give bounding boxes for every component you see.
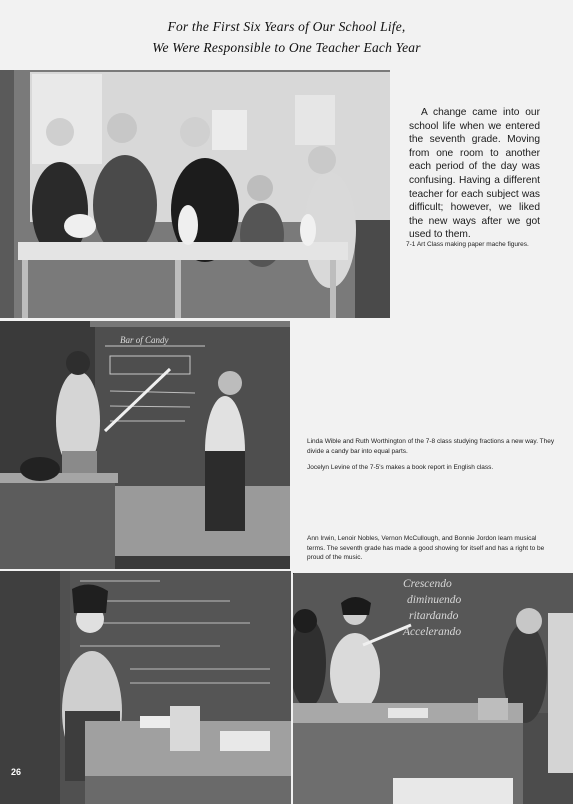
- page-number: 26: [11, 767, 22, 777]
- music-photo: [293, 573, 573, 804]
- art-class-photo: [0, 70, 390, 318]
- book-report-photo: [0, 571, 291, 804]
- fractions-board-heading: Bar of Candy: [120, 335, 169, 345]
- board-word: ritardando: [409, 610, 459, 622]
- music-board-words: [403, 576, 461, 640]
- page-title-line-1: For the First Six Years of Our School Life,: [167, 19, 406, 34]
- book-report-caption: Jocelyn Levine of the 7-5's makes a book report in English class.: [307, 464, 494, 471]
- music-caption: Ann Irwin, Lenoir Nobles, Vernon McCullough, and Bonnie Jordon learn musical terms. The seventh grade has made a good showing for itself and has a right to be proud of the music.: [307, 535, 545, 561]
- board-word: Crescendo: [403, 578, 452, 590]
- art-class-caption: 7-1 Art Class making paper mache figures.: [406, 241, 529, 248]
- board-word: diminuendo: [407, 594, 462, 606]
- intro-paragraph: A change came into our school life when we entered the seventh grade. Moving from one room to another each period of the day was confusing. Having a different teacher for each subject was difficult; however, we liked the new ways after we got used to them.: [409, 107, 540, 241]
- fractions-caption: Linda Wible and Ruth Worthington of the 7-8 class studying fractions a new way. They divide a candy bar into equal parts.: [307, 438, 555, 455]
- fractions-photo: [0, 321, 290, 569]
- page-title-line-2: We Were Responsible to One Teacher Each Year: [152, 40, 421, 55]
- board-word: Accelerando: [403, 626, 462, 638]
